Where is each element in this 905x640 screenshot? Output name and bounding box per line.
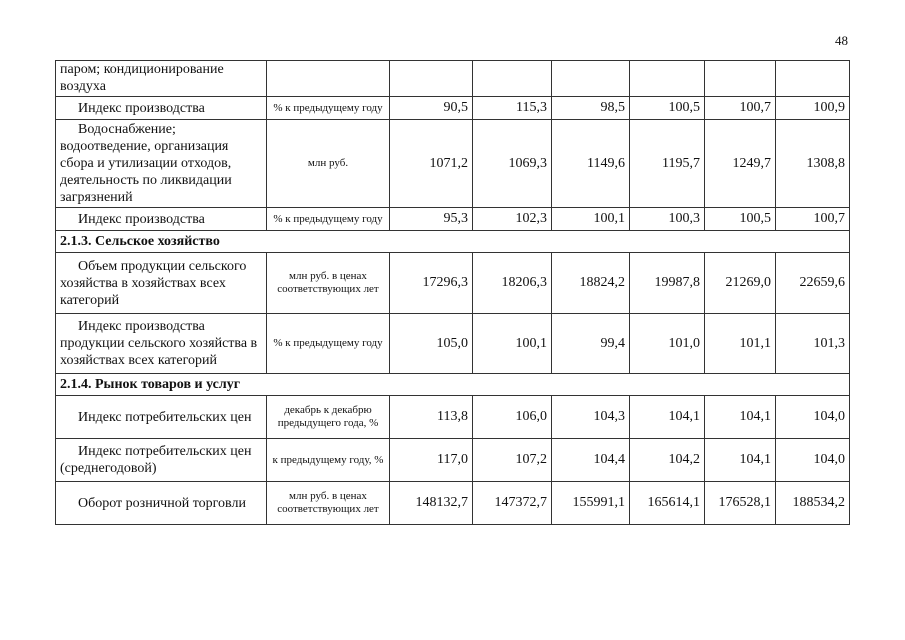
table-row <box>56 208 850 231</box>
indicator-name: Индекс потребительских цен <box>78 409 252 425</box>
unit-cell: млн руб. <box>267 120 390 208</box>
value-cell: 17296,3 <box>390 253 473 314</box>
unit-cell: декабрь к декабрю предыдущего года, % <box>267 396 390 439</box>
value-cell: 104,4 <box>552 439 630 482</box>
value-cell <box>630 61 705 97</box>
value-cell: 100,5 <box>630 97 705 120</box>
value-cell: 104,3 <box>552 396 630 439</box>
indicator-name-cell <box>56 482 267 525</box>
table-row <box>56 396 850 439</box>
value-cell: 95,3 <box>390 208 473 231</box>
value-cell <box>776 61 850 97</box>
unit-cell: % к предыдущему году <box>267 314 390 374</box>
indicator-name: Водоснабжение; водоотведение, организация сбора и утилизации отходов, деятельность по ликвидации загрязнений <box>60 122 232 205</box>
table-row <box>56 482 850 525</box>
indicator-name: Оборот розничной торговли <box>78 495 246 511</box>
value-cell <box>473 61 552 97</box>
value-cell: 1069,3 <box>473 120 552 208</box>
unit-cell: % к предыдущему году <box>267 208 390 231</box>
value-cell: 100,1 <box>552 208 630 231</box>
value-cell: 18824,2 <box>552 253 630 314</box>
value-cell: 22659,6 <box>776 253 850 314</box>
value-cell: 101,0 <box>630 314 705 374</box>
value-cell: 99,4 <box>552 314 630 374</box>
section-header-row <box>56 231 850 253</box>
value-cell: 100,7 <box>705 97 776 120</box>
value-cell: 19987,8 <box>630 253 705 314</box>
value-cell: 105,0 <box>390 314 473 374</box>
value-cell: 117,0 <box>390 439 473 482</box>
indicator-name: Индекс потребительских цен (среднегодовой) <box>60 444 252 476</box>
value-cell: 100,1 <box>473 314 552 374</box>
table-row <box>56 97 850 120</box>
unit-cell: млн руб. в ценах соответствующих лет <box>267 253 390 314</box>
indicator-name: Индекс производства продукции сельского хозяйства в хозяйствах всех категорий <box>60 319 258 368</box>
indicator-name-cell <box>56 61 267 97</box>
value-cell: 1308,8 <box>776 120 850 208</box>
value-cell: 104,1 <box>630 396 705 439</box>
value-cell: 98,5 <box>552 97 630 120</box>
value-cell: 104,0 <box>776 439 850 482</box>
indicator-name-cell <box>56 314 267 374</box>
value-cell: 102,3 <box>473 208 552 231</box>
indicator-name: паром; кондиционирование воздуха <box>60 62 224 94</box>
value-cell: 188534,2 <box>776 482 850 525</box>
unit-cell: млн руб. в ценах соответствующих лет <box>267 482 390 525</box>
value-cell: 100,9 <box>776 97 850 120</box>
value-cell <box>552 61 630 97</box>
value-cell: 104,1 <box>705 396 776 439</box>
indicator-name: Индекс производства <box>78 100 205 116</box>
value-cell: 1071,2 <box>390 120 473 208</box>
table-row <box>56 314 850 374</box>
indicator-name: Индекс производства <box>78 211 205 227</box>
table-row <box>56 439 850 482</box>
value-cell: 100,7 <box>776 208 850 231</box>
value-cell: 107,2 <box>473 439 552 482</box>
value-cell: 1249,7 <box>705 120 776 208</box>
value-cell: 18206,3 <box>473 253 552 314</box>
value-cell: 104,2 <box>630 439 705 482</box>
value-cell <box>705 61 776 97</box>
value-cell: 1195,7 <box>630 120 705 208</box>
indicator-name-cell <box>56 208 267 231</box>
table-row <box>56 120 850 208</box>
value-cell: 115,3 <box>473 97 552 120</box>
value-cell: 113,8 <box>390 396 473 439</box>
value-cell: 90,5 <box>390 97 473 120</box>
indicator-name-cell <box>56 439 267 482</box>
value-cell: 106,0 <box>473 396 552 439</box>
value-cell: 148132,7 <box>390 482 473 525</box>
table-body <box>56 61 850 525</box>
section-header-row <box>56 374 850 396</box>
value-cell: 165614,1 <box>630 482 705 525</box>
indicator-name-cell <box>56 253 267 314</box>
value-cell: 1149,6 <box>552 120 630 208</box>
table-row <box>56 253 850 314</box>
table-row <box>56 61 850 97</box>
value-cell: 176528,1 <box>705 482 776 525</box>
page-number: 48 <box>835 33 848 48</box>
unit-cell: к предыдущему году, % <box>267 439 390 482</box>
value-cell: 104,0 <box>776 396 850 439</box>
section-title: 2.1.3. Сельское хозяйство <box>56 231 850 253</box>
value-cell: 100,5 <box>705 208 776 231</box>
indicators-table <box>55 60 850 525</box>
unit-cell: % к предыдущему году <box>267 97 390 120</box>
indicator-name-cell <box>56 396 267 439</box>
indicator-name-cell <box>56 120 267 208</box>
section-title: 2.1.4. Рынок товаров и услуг <box>56 374 850 396</box>
unit-cell <box>267 61 390 97</box>
value-cell: 147372,7 <box>473 482 552 525</box>
value-cell <box>390 61 473 97</box>
value-cell: 101,1 <box>705 314 776 374</box>
value-cell: 101,3 <box>776 314 850 374</box>
indicator-name-cell <box>56 97 267 120</box>
value-cell: 104,1 <box>705 439 776 482</box>
value-cell: 155991,1 <box>552 482 630 525</box>
value-cell: 100,3 <box>630 208 705 231</box>
indicator-name: Объем продукции сельского хозяйства в хозяйствах всех категорий <box>60 258 247 308</box>
value-cell: 21269,0 <box>705 253 776 314</box>
